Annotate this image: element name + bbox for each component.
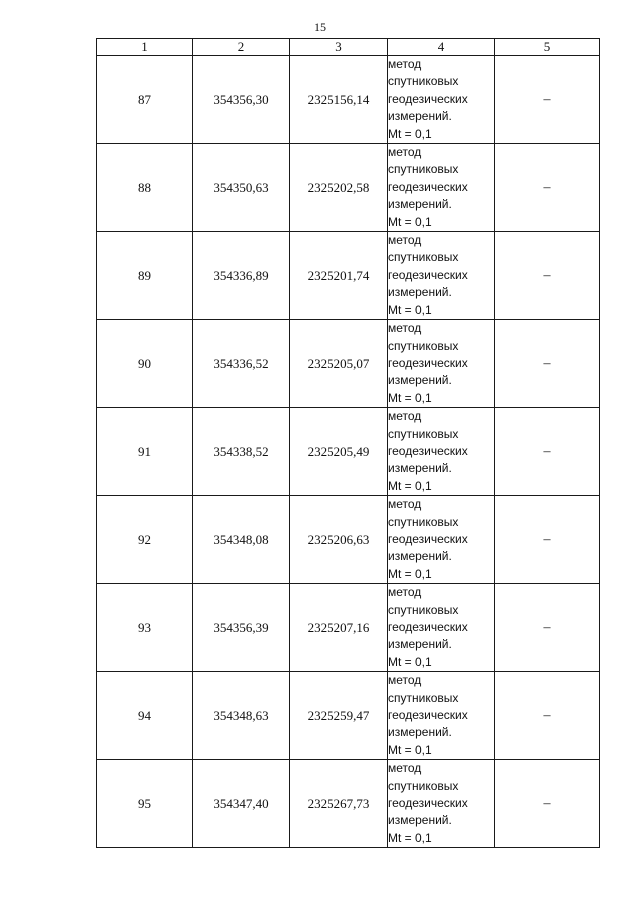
page-number: 15	[314, 20, 326, 34]
table-row	[97, 760, 600, 848]
note-cell: –	[495, 232, 600, 320]
coordinates-table	[96, 38, 600, 848]
method-text-line: геодезических	[388, 796, 468, 811]
method-cell	[388, 672, 495, 760]
method-text-line: спутниковых	[388, 690, 459, 705]
method-text-line: спутниковых	[388, 162, 459, 177]
x-coordinate-cell: 354336,52	[193, 320, 290, 408]
y-coordinate-cell: 2325267,73	[290, 760, 388, 848]
method-text-line: метод	[388, 57, 422, 71]
x-coordinate-cell: 354356,30	[193, 56, 290, 144]
method-cell	[388, 496, 495, 584]
x-coordinate-cell: 354336,89	[193, 232, 290, 320]
method-text-line: спутниковых	[388, 250, 459, 265]
method-text-line: метод	[388, 761, 422, 776]
y-coordinate-cell: 2325207,16	[290, 584, 388, 672]
method-text-line: Mt = 0,1	[388, 302, 432, 317]
method-text-line: измерений.	[388, 461, 452, 476]
point-number-cell: 91	[97, 408, 193, 496]
method-text-line: спутниковых	[388, 338, 459, 353]
y-coordinate-cell: 2325201,74	[290, 232, 388, 320]
point-number-cell: 95	[97, 760, 193, 848]
note-cell: –	[495, 672, 600, 760]
note-cell: –	[495, 584, 600, 672]
method-text-line: геодезических	[388, 179, 468, 194]
method-text-line: спутниковых	[388, 602, 459, 617]
column-header-4: 4	[388, 39, 495, 56]
x-coordinate-cell: 354348,08	[193, 496, 290, 584]
table-row	[97, 232, 600, 320]
method-text-line: геодезических	[388, 91, 468, 106]
table-body	[97, 56, 600, 848]
method-text-line: измерений.	[388, 637, 452, 652]
method-cell	[388, 760, 495, 848]
table-row	[97, 584, 600, 672]
method-text-line: геодезических	[388, 620, 468, 634]
method-text-line: спутниковых	[388, 778, 459, 793]
method-cell	[388, 320, 495, 408]
method-text-line: Mt = 0,1	[388, 830, 432, 845]
method-cell	[388, 56, 495, 144]
method-text-line: спутниковых	[388, 426, 459, 441]
y-coordinate-cell: 2325156,14	[290, 56, 388, 144]
x-coordinate-cell: 354350,63	[193, 144, 290, 232]
x-coordinate-cell: 354347,40	[193, 760, 290, 848]
point-number-cell: 89	[97, 232, 193, 320]
y-coordinate-cell: 2325205,07	[290, 320, 388, 408]
table-row	[97, 56, 600, 144]
point-number-cell: 93	[97, 584, 193, 672]
point-number-cell: 88	[97, 144, 193, 232]
table-header-row	[97, 39, 600, 56]
table-row	[97, 672, 600, 760]
method-cell	[388, 232, 495, 320]
note-cell: –	[495, 320, 600, 408]
method-text-line: геодезических	[388, 355, 468, 370]
method-text-line: геодезических	[388, 267, 468, 282]
note-cell: –	[495, 408, 600, 496]
column-header-5: 5	[495, 39, 600, 56]
method-text-line: метод	[388, 145, 422, 160]
method-text-line: Mt = 0,1	[388, 742, 432, 757]
table-row	[97, 320, 600, 408]
method-text-line: Mt = 0,1	[388, 654, 432, 669]
column-header-2: 2	[193, 39, 290, 56]
method-text-line: геодезических	[388, 708, 468, 723]
column-header-1: 1	[97, 39, 193, 56]
method-text-line: Mt = 0,1	[388, 214, 432, 229]
method-text-line: метод	[388, 585, 422, 600]
method-text-line: измерений.	[388, 197, 452, 212]
method-text-line: геодезических	[388, 443, 468, 458]
method-text-line: Mt = 0,1	[388, 478, 432, 493]
point-number-cell: 92	[97, 496, 193, 584]
method-text-line: метод	[388, 673, 422, 688]
x-coordinate-cell: 354356,39	[193, 584, 290, 672]
note-cell: –	[495, 144, 600, 232]
method-text-line: спутниковых	[388, 514, 459, 529]
note-cell: –	[495, 760, 600, 848]
method-text-line: метод	[388, 321, 422, 336]
method-text-line: спутниковых	[388, 74, 459, 89]
x-coordinate-cell: 354348,63	[193, 672, 290, 760]
method-text-line: измерений.	[388, 549, 452, 564]
method-text-line: измерений.	[388, 285, 452, 300]
note-cell: –	[495, 56, 600, 144]
method-cell	[388, 144, 495, 232]
point-number-cell: 87	[97, 56, 193, 144]
method-text-line: метод	[388, 497, 422, 512]
method-text-line: метод	[388, 409, 422, 424]
point-number-cell: 90	[97, 320, 193, 408]
point-number-cell: 94	[97, 672, 193, 760]
table-row	[97, 408, 600, 496]
method-text-line: измерений.	[388, 373, 452, 388]
y-coordinate-cell: 2325202,58	[290, 144, 388, 232]
method-text-line: Mt = 0,1	[388, 126, 432, 141]
method-text-line: измерений.	[388, 109, 452, 124]
method-text-line: Mt = 0,1	[388, 390, 432, 405]
column-header-3: 3	[290, 39, 388, 56]
method-text-line: измерений.	[388, 725, 452, 740]
method-cell	[388, 408, 495, 496]
y-coordinate-cell: 2325259,47	[290, 672, 388, 760]
y-coordinate-cell: 2325206,63	[290, 496, 388, 584]
y-coordinate-cell: 2325205,49	[290, 408, 388, 496]
method-cell	[388, 584, 495, 672]
table-row	[97, 496, 600, 584]
x-coordinate-cell: 354338,52	[193, 408, 290, 496]
method-text-line: измерений.	[388, 813, 452, 828]
method-text-line: метод	[388, 233, 422, 248]
method-text-line: геодезических	[388, 531, 468, 546]
method-text-line: Mt = 0,1	[388, 566, 432, 581]
note-cell: –	[495, 496, 600, 584]
table-row	[97, 144, 600, 232]
